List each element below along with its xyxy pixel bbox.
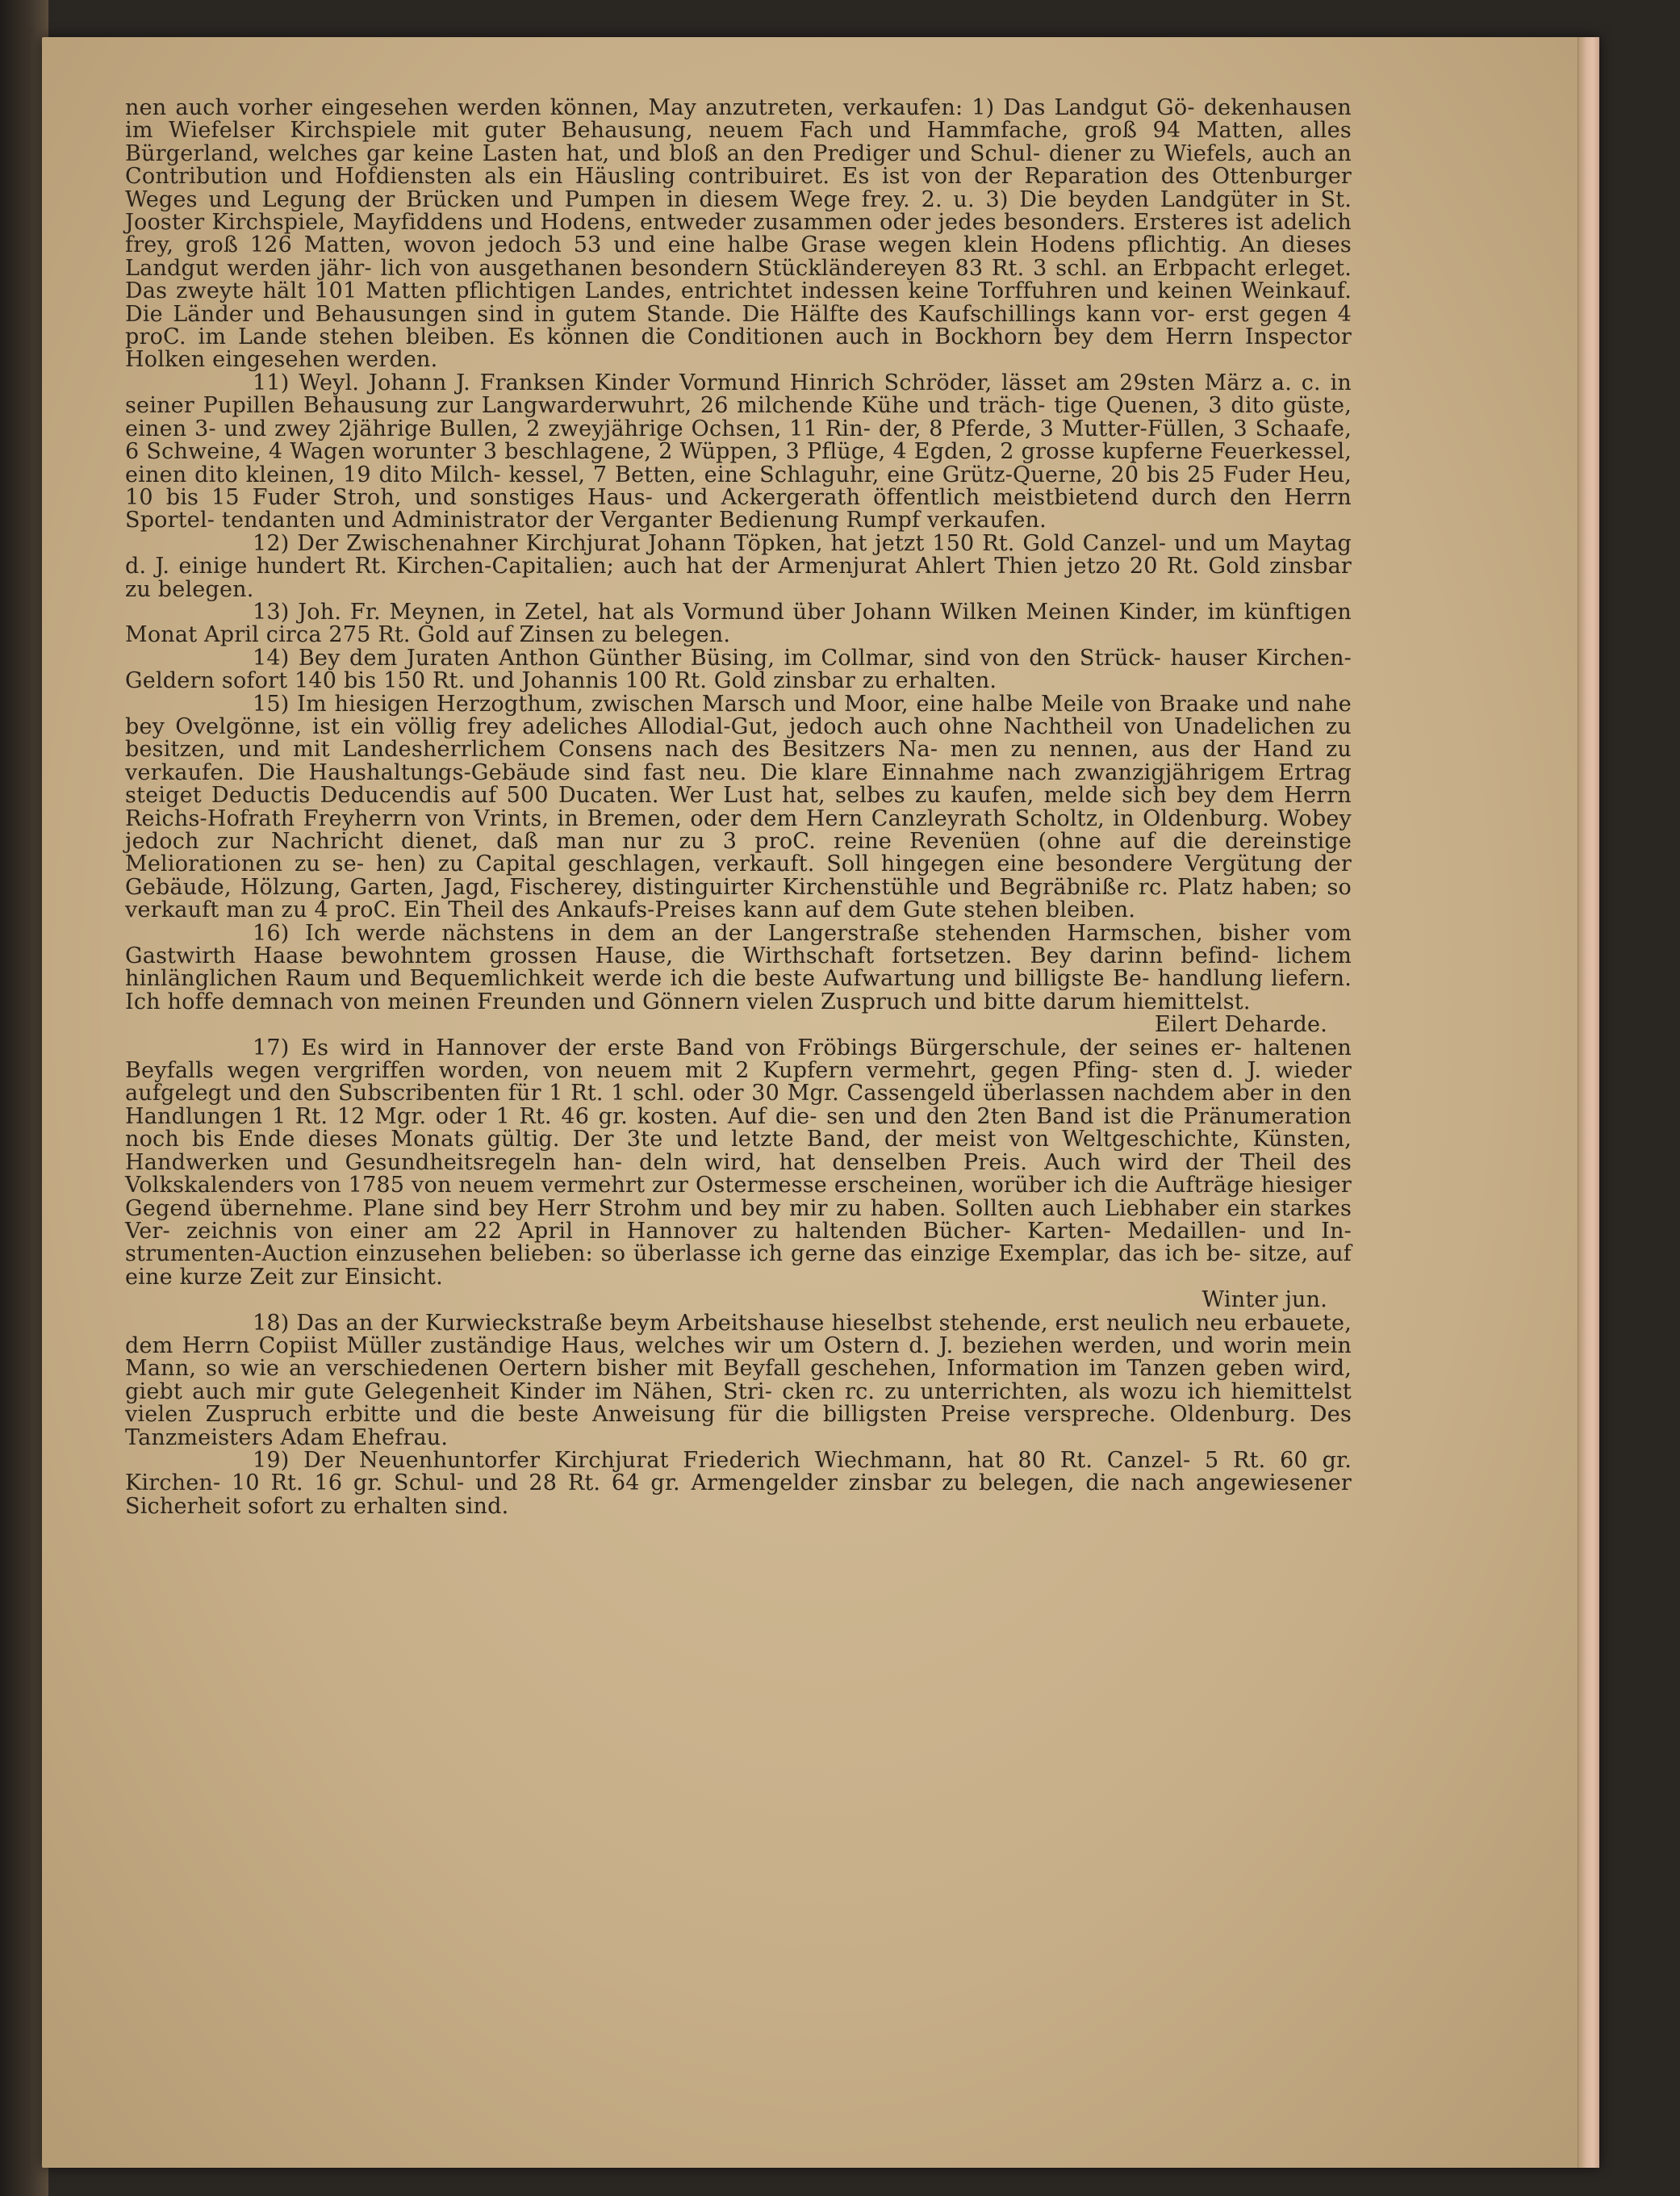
signature-winter: Winter jun. — [1201, 1287, 1327, 1313]
book-spine — [0, 0, 48, 2196]
paragraph-15: 15) Im hiesigen Herzogthum, zwischen Marsch und Moor, eine halbe Meile von Braake und nahe bey Ovelgönne, ist ein völlig frey adeliches Allodial-Gut, jedoch auch ohne Nachtheil von Unadelichen zu besitzen, und mit Landesherrlichem Consens nach des Besitzers Na- men zu nennen, aus der Hand zu verkaufen. Die Haushaltungs-Gebäude sind fast neu. Die klare Einnahme nach zwanzigjährigem Ertrag steiget Deductis Deducendis auf 500 Ducaten. Wer Lust hat, selbes zu kaufen, melde sich bey dem Herrn Reichs-Hofrath Freyherrn von Vrints, in Bremen, oder dem Hern Canzleyrath Scholtz, in Oldenburg. Wobey jedoch zur Nachricht dienet, daß man nur zu 3 proC. reine Revenüen (ohne auf die dereinstige Meliorationen zu se- hen) zu Capital geschlagen, verkauft. Soll hingegen eine besondere Vergütung der Gebäude, Hölzung, Garten, Jagd, Fischerey, distinguirter Kirchenstühle und Begräbniße rc. Platz haben; so verkauft man zu 4 proC. Ein Theil des Ankaufs-Preises kann auf dem Gute stehen bleiben. — [125, 691, 1352, 923]
paragraph-18: 18) Das an der Kurwieckstraße beym Arbeitshause hieselbst stehende, erst neulich neu erbauete, dem Herrn Copiist Müller zuständige Haus, welches wir um Ostern d. J. beziehen werden, und worin mein Mann, so wie an verschiedenen Oertern bisher mit Beyfall geschehen, Information im Tanzen geben wird, giebt auch mir gute Gelegenheit Kinder im Nähen, Stri- cken rc. zu unterrichten, als wozu ich hiemittelst vielen Zuspruch erbitte und die beste Anweisung für die billigsten Preise verspreche. Oldenburg. Des Tanzmeisters Adam Ehefrau. — [125, 1310, 1352, 1450]
page-text-block — [125, 97, 1352, 1518]
paragraph-17: 17) Es wird in Hannover der erste Band von Fröbings Bürgerschule, der seines er- haltenen Beyfalls wegen vergriffen worden, von neuem mit 2 Kupfern vermehrt, gegen Pfing- sten d. J. wieder aufgelegt und den Subscribenten für 1 Rt. 1 schl. oder 30 Mgr. Cassengeld überlassen nachdem aber in den Handlungen 1 Rt. 12 Mgr. oder 1 Rt. 46 gr. kosten. Auf die- sen und den 2ten Band ist die Pränumeration noch bis Ende dieses Monats gültig. Der 3te und letzte Band, der meist von Weltgeschichte, Künsten, Handwerken und Gesundheitsregeln han- deln wird, hat denselben Preis. Auch wird der Theil des Volkskalenders von 1785 von neuem vermehrt zur Ostermesse erscheinen, worüber ich die Aufträge hiesiger Gegend übernehme. Plane sind bey Herr Strohm und bey mir zu haben. Sollten auch Liebhaber ein starkes Ver- zeichnis von einer am 22 April in Hannover zu haltenden Bücher- Karten- Medaillen- und In- strumenten-Auction einzusehen belieben: so überlasse ich gerne das einzige Exemplar, das ich be- sitze, auf eine kurze Zeit zur Einsicht. — [125, 1035, 1352, 1290]
paragraph-12: 12) Der Zwischenahner Kirchjurat Johann Töpken, hat jetzt 150 Rt. Gold Canzel- und um Maytag d. J. einige hundert Rt. Kirchen-Capitalien; auch hat der Armenjurat Ahlert Thien jetzo 20 Rt. Gold zinsbar zu belegen. — [125, 530, 1352, 602]
paragraph-14: 14) Bey dem Juraten Anthon Günther Büsing, im Collmar, sind von den Strück- hauser Kirchen-Geldern sofort 140 bis 150 Rt. und Johannis 100 Rt. Gold zinsbar zu erhalten. — [125, 645, 1352, 694]
paragraph-11: 11) Weyl. Johann J. Franksen Kinder Vormund Hinrich Schröder, lässet am 29sten März a. c. in seiner Pupillen Behausung zur Langwarderwuhrt, 26 milchende Kühe und träch- tige Quenen, 3 dito güste, einen 3- und zwey 2jährige Bullen, 2 zweyjährige Ochsen, 11 Rin- der, 8 Pferde, 3 Mutter-Füllen, 3 Schaafe, 6 Schweine, 4 Wagen worunter 3 beschlagene, 2 Wüppen, 3 Pflüge, 4 Egden, 2 grosse kupferne Feuerkessel, einen dito kleinen, 19 dito Milch- kessel, 7 Betten, eine Schlaguhr, eine Grütz-Querne, 20 bis 25 Fuder Heu, 10 bis 15 Fuder Stroh, und sonstiges Haus- und Ackergerath öffentlich meistbietend durch den Herrn Sportel- tendanten und Administrator der Verganter Bedienung Rumpf verkaufen. — [125, 370, 1352, 533]
signature-deharde: Eilert Deharde. — [1154, 1012, 1327, 1038]
page-edge — [1578, 37, 1599, 2168]
paragraph-16: 16) Ich werde nächstens in dem an der Langerstraße stehenden Harmschen, bisher vom Gastwirth Haase bewohntem grossen Hause, die Wirthschaft fortsetzen. Bey darinn befind- lichem hinlänglichen Raum und Bequemlichkeit werde ich die beste Aufwartung und billigste Be- handlung liefern. Ich hoffe demnach von meinen Freunden und Gönnern vielen Zuspruch und bitte darum hiemittelst. — [125, 920, 1352, 1014]
paragraph-13: 13) Joh. Fr. Meynen, in Zetel, hat als Vormund über Johann Wilken Meinen Kinder, im künftigen Monat April circa 275 Rt. Gold auf Zinsen zu belegen. — [125, 599, 1352, 648]
paragraph-10-continued: nen auch vorher eingesehen werden können, May anzutreten, verkaufen: 1) Das Landgut Gö- dekenhausen im Wiefelser Kirchspiele mit guter Behausung, neuem Fach und Hammfache, groß 94 Matten, alles Bürgerland, welches gar keine Lasten hat, und bloß an den Prediger und Schul- diener zu Wiefels, auch an Contribution und Hofdiensten als ein Häusling contribuiret. Es ist von der Reparation des Ottenburger Weges und Legung der Brücken und Pumpen in diesem Wege frey. 2. u. 3) Die beyden Landgüter in St. Jooster Kirchspiele, Mayfiddens und Hodens, entweder zusammen oder jedes besonders. Ersteres ist adelich frey, groß 126 Matten, wovon jedoch 53 und eine halbe Grase wegen klein Hodens pflichtig. An dieses Landgut werden jähr- lich von ausgethanen besondern Stückländereyen 83 Rt. 3 schl. an Erbpacht erleget. Das zweyte hält 101 Matten pflichtigen Landes, entrichtet indessen keine Torffuhren und keinen Weinkauf. Die Länder und Behausungen sind in gutem Stande. Die Hälfte des Kaufschillings kann vor- erst gegen 4 proC. im Lande stehen bleiben. Es können die Conditionen auch in Bockhorn bey dem Herrn Inspector Holken eingesehen werden. — [125, 95, 1352, 373]
paragraph-19: 19) Der Neuenhuntorfer Kirchjurat Friederich Wiechmann, hat 80 Rt. Canzel- 5 Rt. 60 gr. Kirchen- 10 Rt. 16 gr. Schul- und 28 Rt. 64 gr. Armengelder zinsbar zu belegen, die nach angewiesener Sicherheit sofort zu erhalten sind. — [125, 1447, 1352, 1519]
